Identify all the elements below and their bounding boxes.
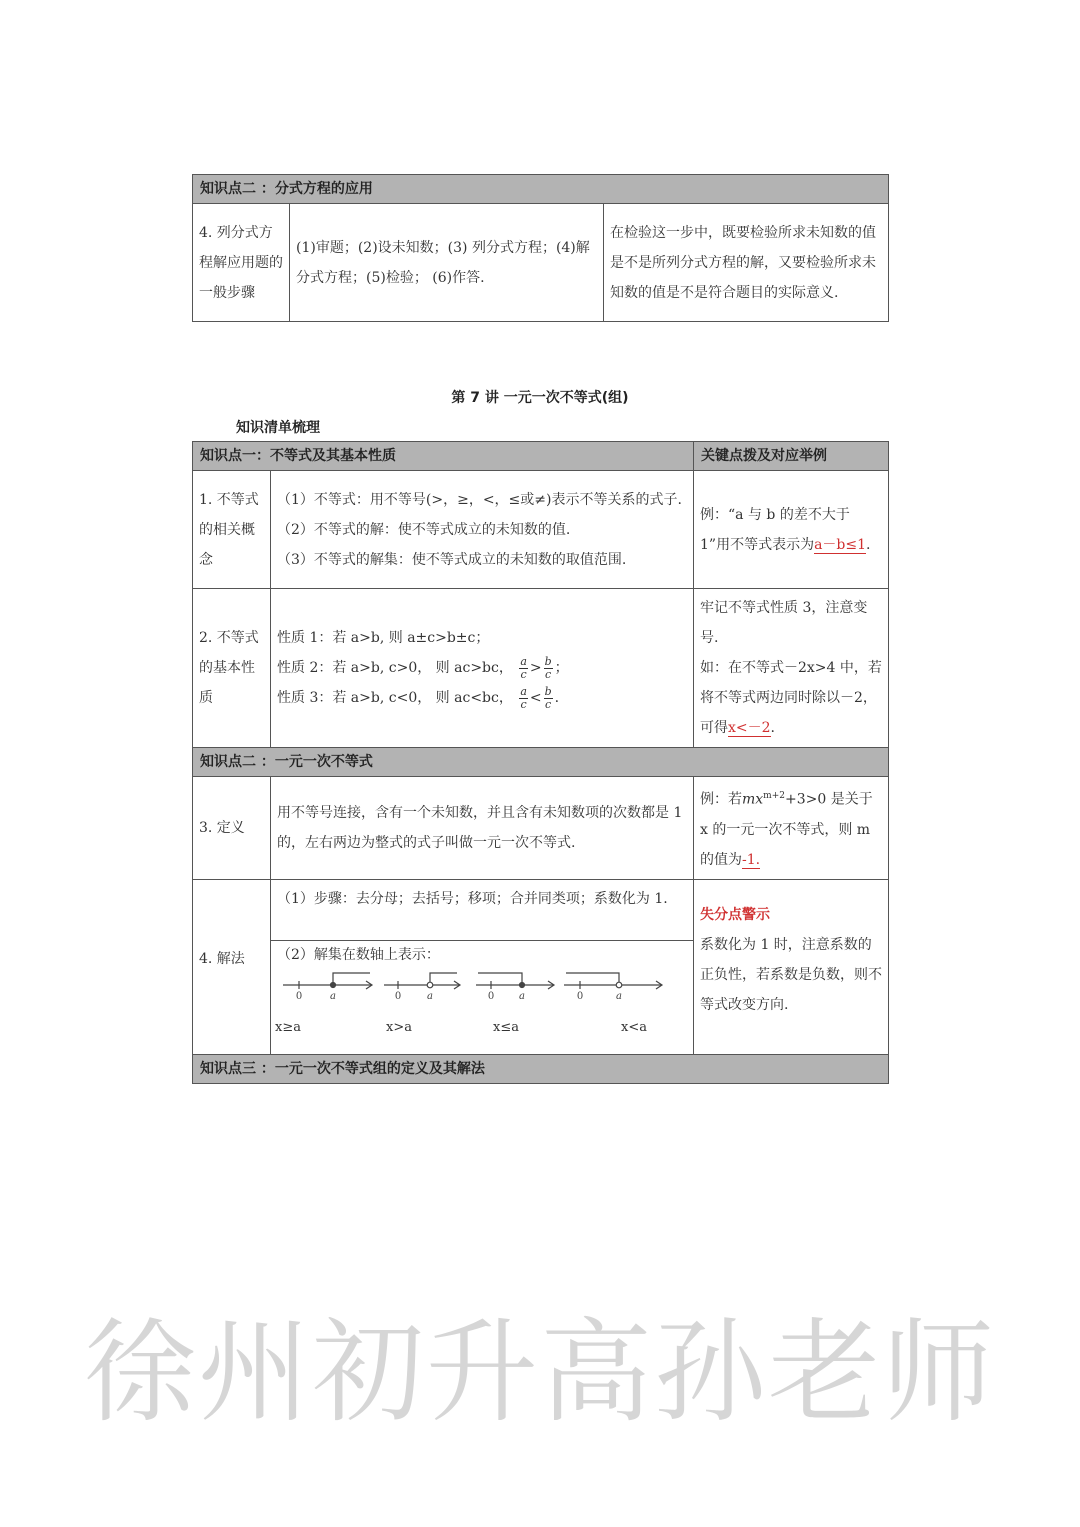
fraction: $\frac{a}{c}$ xyxy=(520,684,527,711)
caption-x-leq-a: x≤a xyxy=(493,1019,519,1035)
example-text: 例：“a 与 b 的差不大于 1”用不等式表示为 xyxy=(700,506,850,553)
caption-x-lt-a: x<a xyxy=(621,1019,647,1035)
inequality-definition: （1）不等式：用不等号(>，≥，<，≤或≠)表示不等关系的式子. xyxy=(277,491,682,508)
property-3: 性质 3：若 a>b, c<0， 则 ac<bc， $\frac{a}{c}$ < $\frac{b}{c}$ . xyxy=(277,684,560,711)
fraction: $\frac{b}{c}$ xyxy=(544,684,552,711)
warning-text: 系数化为 1 时，注意系数的正负性，若系数是负数，则不等式改变方向. xyxy=(700,936,882,1013)
tick-zero: 0 xyxy=(394,990,402,1002)
section-header: 知识点二 ：一元一次不等式 xyxy=(193,748,889,777)
row-content: 用不等号连接，含有一个未知数，并且含有未知数项的次数都是 1 的，左右两边为整式的式子叫做一元一次不等式. xyxy=(271,777,694,880)
row-label: 4. 解法 xyxy=(193,879,271,1054)
property-1: 性质 1：若 a>b, 则 a±c>b±c； xyxy=(277,630,490,646)
watermark: 徐州初升高孙老师 xyxy=(84,1308,996,1438)
lecture-title: 第 7 讲 一元一次不等式(组) xyxy=(451,390,629,406)
tick-a: a xyxy=(330,990,336,1002)
steps-text: （1）步骤：去分母；去括号；移项；合并同类项；系数化为 1. xyxy=(271,880,693,941)
section-header: 知识点三 ：一元一次不等式组的定义及其解法 xyxy=(193,1054,889,1083)
lecture-subtitle: 知识清单梳理 xyxy=(236,420,320,436)
row-content xyxy=(271,879,694,1054)
number-line-label: （2）解集在数轴上表示： xyxy=(277,946,440,963)
fraction-equation-table xyxy=(192,174,889,322)
row-content xyxy=(271,471,694,589)
inequality-table xyxy=(192,441,889,1084)
tick-a: a xyxy=(427,990,433,1002)
row-note: 例：“a 与 b 的差不大于 1”用不等式表示为a－b≤1. xyxy=(694,471,889,589)
number-line-diagrams xyxy=(271,969,691,1043)
example-answer: x<－2 xyxy=(728,720,771,736)
row-content xyxy=(271,589,694,748)
row-label: 3. 定义 xyxy=(193,777,271,880)
row-note: 牢记不等式性质 3，注意变号. 如：在不等式－2x>4 中，若将不等式两边同时除以－2，可得x<－2. xyxy=(694,589,889,748)
row-note xyxy=(694,879,889,1054)
row-content: (1)审题；(2)设未知数；(3) 列分式方程；(4)解分式方程；(5)检验； (6)作答. xyxy=(290,204,604,322)
tick-a: a xyxy=(519,990,525,1002)
fraction: $\frac{b}{c}$ xyxy=(544,654,552,681)
section-header: 知识点一：不等式及其基本性质 xyxy=(193,442,694,471)
key-points-header: 关键点拨及对应举例 xyxy=(694,442,889,471)
row-label: 4. 列分式方程解应用题的一般步骤 xyxy=(193,204,290,322)
tick-zero: 0 xyxy=(576,990,584,1002)
inequality-solution: （2）不等式的解：使不等式成立的未知数的值. xyxy=(277,521,571,538)
tick-a: a xyxy=(616,990,622,1002)
row-label: 1. 不等式的相关概念 xyxy=(193,471,271,589)
note-text: 牢记不等式性质 3，注意变号. xyxy=(700,600,868,646)
section-header: 知识点二 ：分式方程的应用 xyxy=(193,175,889,204)
caption-x-geq-a: x≥a xyxy=(275,1019,301,1035)
row-note: 在检验这一步中，既要检验所求未知数的值是不是所列分式方程的解，又要检验所求未知数的值是不是符合题目的实际意义. xyxy=(604,204,889,322)
inequality-solution-set: （3）不等式的解集：使不等式成立的未知数的取值范围. xyxy=(277,551,627,568)
tick-zero: 0 xyxy=(487,990,495,1002)
tick-zero: 0 xyxy=(295,990,303,1002)
example-answer: a－b≤1 xyxy=(814,536,867,553)
example-answer: -1. xyxy=(742,851,761,868)
property-2: 性质 2：若 a>b, c>0， 则 ac>bc， $\frac{a}{c}$ > $\frac{b}{c}$ ； xyxy=(277,654,569,681)
fraction: $\frac{a}{c}$ xyxy=(520,654,527,681)
row-label: 2. 不等式的基本性质 xyxy=(193,589,271,748)
math-expression: mx xyxy=(742,791,764,808)
caption-x-gt-a: x>a xyxy=(386,1019,412,1035)
row-note: 例：若$mx^{m+2}+3>0$ 是关于 x 的一元一次不等式，则 m 的值为-1. xyxy=(694,777,889,880)
note-example: 如：在不等式－2x>4 中，若将不等式两边同时除以－2，可得 xyxy=(700,660,882,736)
warning-title: 失分点警示 xyxy=(700,906,770,923)
